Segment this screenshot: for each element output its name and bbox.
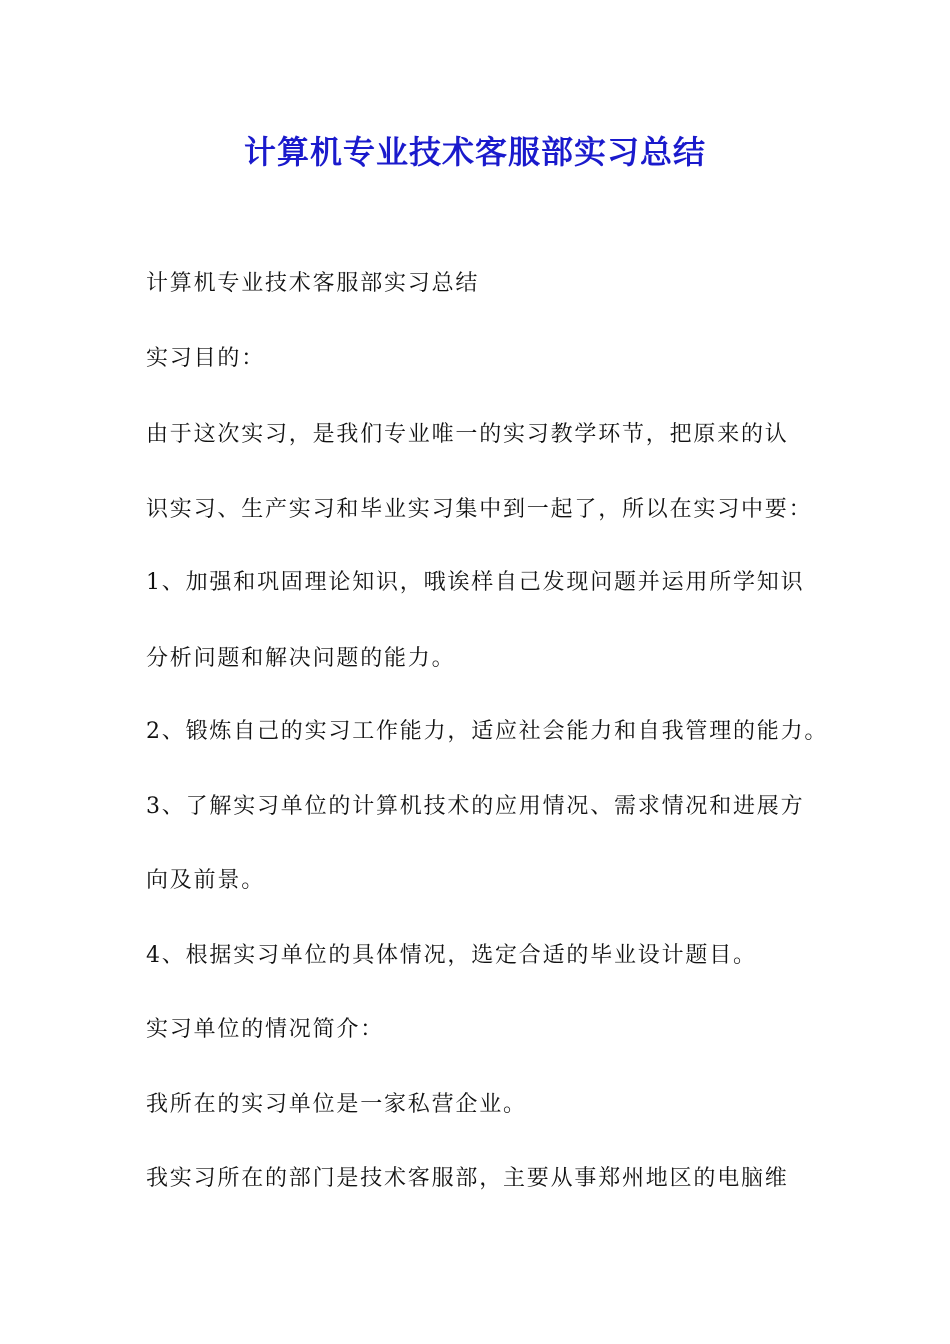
body-line: 向及前景。 [146,868,266,893]
body-line: 由于这次实习，是我们专业唯一的实习教学环节，把原来的认 [146,422,789,447]
body-line: 识实习、生产实习和毕业实习集中到一起了，所以在实习中要： [146,497,813,522]
document-title: 计算机专业技术客服部实习总结 [243,133,706,171]
body-line: 分析问题和解决问题的能力。 [146,646,456,671]
body-line-purpose-heading: 实习目的： [146,346,266,371]
body-line-subtitle: 计算机专业技术客服部实习总结 [146,271,480,296]
body-line-item-4: 4、根据实习单位的具体情况，选定合适的毕业设计题目。 [146,943,757,968]
body-line: 我所在的实习单位是一家私营企业。 [146,1092,527,1117]
body-line-item-3: 3、了解实习单位的计算机技术的应用情况、需求情况和进展方 [146,794,805,819]
body-line-company-heading: 实习单位的情况简介： [146,1017,385,1042]
body-line-item-2: 2、锻炼自己的实习工作能力，适应社会能力和自我管理的能力。 [146,719,829,744]
body-line: 我实习所在的部门是技术客服部，主要从事郑州地区的电脑维 [146,1166,789,1191]
body-line-item-1: 1、加强和巩固理论知识，哦诶样自己发现问题并运用所学知识 [146,570,805,595]
